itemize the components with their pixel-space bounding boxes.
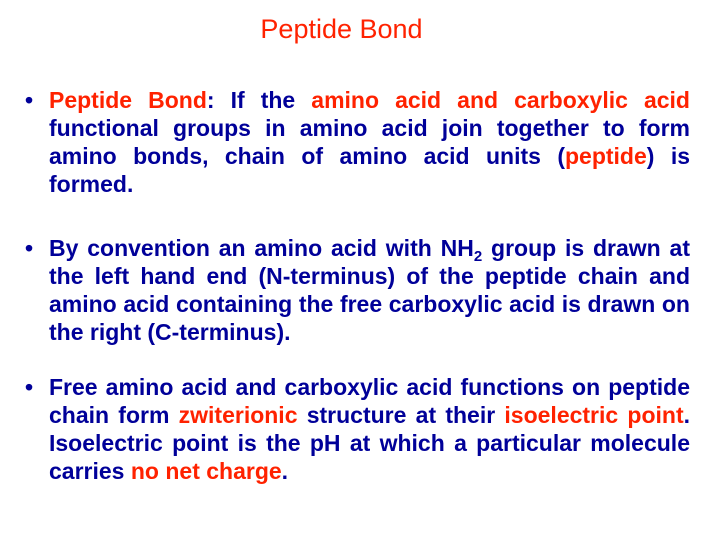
- term-peptide-bond: Peptide Bond: [49, 87, 207, 113]
- term-isoelectric-point: isoelectric point: [504, 402, 684, 428]
- bullet-dot: •: [25, 87, 34, 113]
- bullet-item-peptide-bond: [25, 86, 690, 198]
- text-run: .: [281, 458, 289, 484]
- bullet-text: [49, 86, 690, 198]
- text-run: . Isoelectric point is the pH at which a particular molecule carries: [49, 402, 691, 484]
- text-run: By convention an amino acid with NH: [49, 235, 474, 261]
- subscript-2: 2: [473, 248, 483, 265]
- text-run: functional groups in amino acid join together to form amino bonds, chain of amino acid units (: [49, 115, 690, 169]
- page-title: Peptide Bond: [260, 14, 423, 44]
- term-zwiterionic: zwiterionic: [178, 402, 298, 428]
- text-run: Free amino acid and carboxylic acid functions on peptide chain form: [49, 374, 690, 428]
- bullet-item-convention: [25, 234, 690, 346]
- term-amino-carboxylic: amino acid and carboxylic acid: [311, 87, 690, 113]
- text-run: structure at their: [297, 402, 505, 428]
- bullet-text: [49, 234, 690, 346]
- term-peptide: peptide: [564, 143, 647, 169]
- text-run: group is drawn at the left hand end (N-terminus) of the peptide chain and amino acid containing the free carboxylic acid is drawn on the right (C-terminus).: [49, 235, 691, 345]
- bullet-item-zwitterion: [25, 373, 690, 485]
- bullet-text: [49, 373, 690, 485]
- bullet-dot: •: [25, 235, 34, 261]
- text-run: : If the: [206, 87, 312, 113]
- term-no-net-charge: no net charge: [130, 458, 282, 484]
- bullet-dot: •: [25, 374, 34, 400]
- text-run: ) is formed.: [49, 143, 690, 197]
